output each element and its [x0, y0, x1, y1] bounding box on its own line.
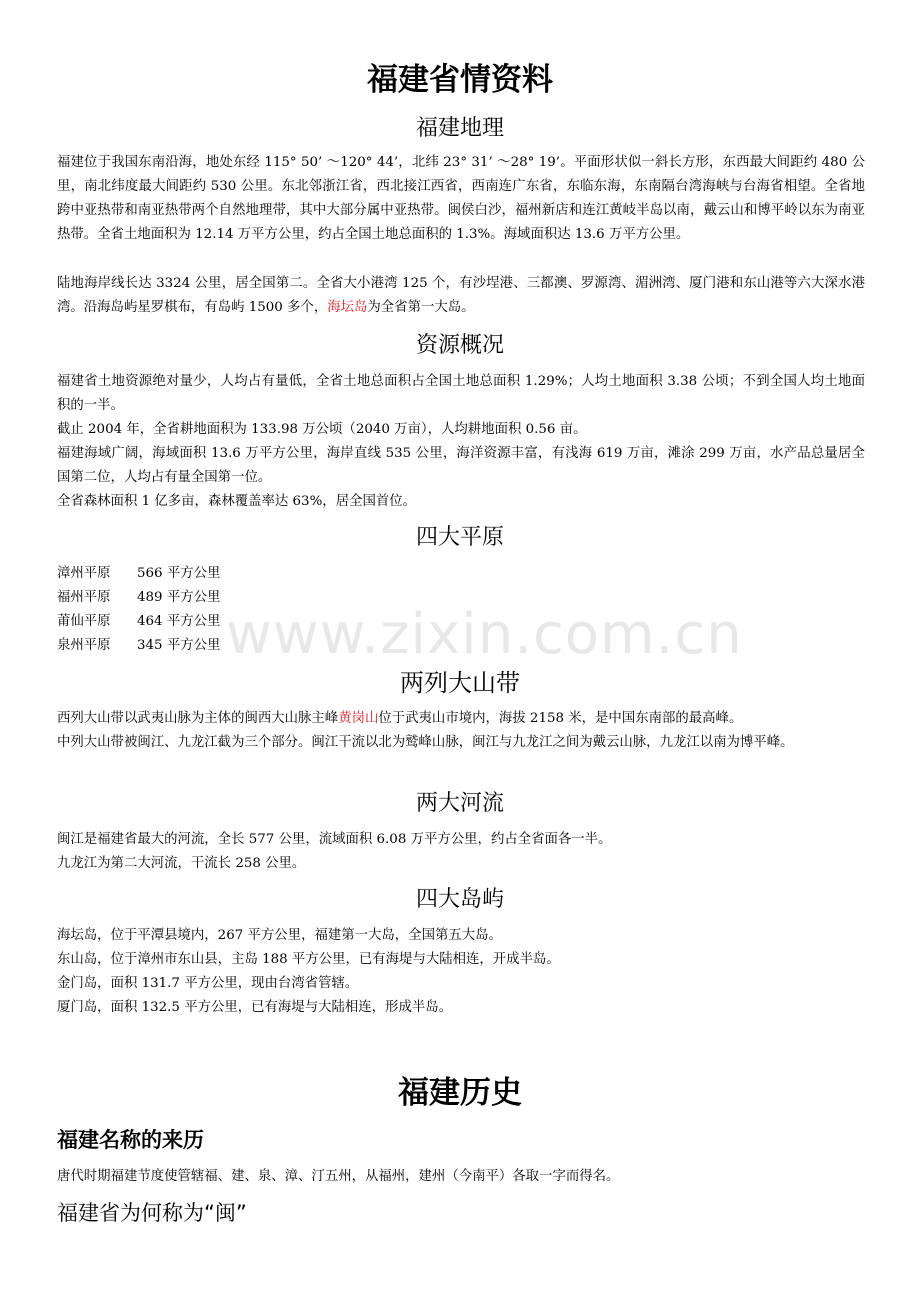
plain-name: 泉州平原: [57, 638, 111, 653]
document-title: 福建省情资料: [367, 62, 553, 98]
history-title: 福建历史: [398, 1075, 522, 1111]
paragraph-name-origin: 唐代时期福建节度使管辖福、建、泉、漳、汀五州，从福州，建州（今南平）各取一字而得名。: [57, 1169, 620, 1184]
paragraph-text: 为全省第一大岛。: [367, 300, 475, 315]
highlight-huanggang-mountain: 黄岗山: [338, 711, 379, 726]
heading-name-origin: 福建名称的来历: [57, 1128, 204, 1152]
plain-name: 莆仙平原: [57, 614, 111, 629]
heading-rivers: 两大河流: [415, 791, 504, 816]
paragraph-text: 位于武夷山市境内，海拔 2158 米，是中国东南部的最高峰。: [378, 711, 743, 726]
paragraph-resources-1: 福建省土地资源绝对量少，人均占有量低，全省土地总面积占全国土地总面积 1.29%；人均土地面积 3.38 公顷；不到全国人均土地面积的一半。: [57, 374, 865, 413]
watermark: www.zixin.com.cn: [226, 602, 743, 667]
paragraph-rivers-2: 九龙江为第二大河流，干流长 258 公里。: [57, 856, 306, 871]
paragraph-geography-1: [57, 151, 865, 247]
plain-row: [57, 634, 220, 658]
plain-row: [57, 586, 220, 610]
plain-row: [57, 610, 220, 634]
heading-plains: 四大平原: [415, 525, 504, 550]
plain-name: 漳州平原: [57, 566, 111, 581]
plain-area: 489 平方公里: [137, 590, 221, 605]
plain-area: 345 平方公里: [137, 638, 221, 653]
plain-row: [57, 562, 220, 586]
paragraph-text: 福建位于我国东南沿海，地处东经 115° 50’ ～120° 44’，北纬 23° 31’ ～28° 19’。平面形状似一斜长方形，东西最大间距约 480 公里，南北纬度最大间距约 530 公里。东北邻浙江省，西北接江西省，西南连广东省，东临东海，东南隔台湾海峡与台海省相望。全省地跨中亚热带和南亚热带两个自然地理带，其中大部分属中亚热带。闽侯白沙，福州新店和连江黄岐半岛以南，戴云山和博平岭以东为南亚热带。全省土地面积为 12.14 万平方公里，约占全国土地总面积的 1.3%。海域面积达 13.6 万平方公里。: [57, 155, 865, 242]
paragraph-mountains-2: 中列大山带被闽江、九龙江截为三个部分。闽江干流以北为鹫峰山脉，闽江与九龙江之间为戴云山脉，九龙江以南为博平峰。: [57, 735, 794, 750]
island-item: 东山岛，位于漳州市东山县，主岛 188 平方公里，已有海堤与大陆相连，开成半岛。: [57, 952, 560, 967]
heading-min-name: 福建省为何称为“闽”: [57, 1201, 247, 1225]
highlight-haitan-island: 海坛岛: [327, 300, 368, 315]
paragraph-resources-3: 福建海域广阔，海域面积 13.6 万平方公里，海岸直线 535 公里，海洋资源丰富，有浅海 619 万亩，滩涂 299 万亩，水产品总量居全国第二位，人均占有量全国第一位。: [57, 446, 865, 485]
plain-area: 464 平方公里: [137, 614, 221, 629]
paragraph-mountains-1: [57, 707, 865, 731]
island-item: 金门岛，面积 131.7 平方公里，现由台湾省管辖。: [57, 976, 359, 991]
plain-name: 福州平原: [57, 590, 111, 605]
plain-area: 566 平方公里: [137, 566, 221, 581]
heading-mountains: 两列大山带: [400, 669, 520, 697]
paragraph-rivers-1: 闽江是福建省最大的河流，全长 577 公里，流域面积 6.08 万平方公里，约占全省面各一半。: [57, 832, 612, 847]
island-item: 厦门岛，面积 132.5 平方公里，已有海堤与大陆相连，形成半岛。: [57, 1000, 453, 1015]
heading-geography: 福建地理: [415, 116, 504, 141]
paragraph-resources-2: 截止 2004 年，全省耕地面积为 133.98 万公顷（2040 万亩），人均耕地面积 0.56 亩。: [57, 422, 587, 437]
paragraph-geography-2: [57, 272, 865, 320]
paragraph-text: 陆地海岸线长达 3324 公里，居全国第二。全省大小港湾 125 个，有沙埕港、三都澳、罗源湾、湄洲湾、厦门港和东山港等六大深水港湾。沿海岛屿星罗棋布，有岛屿 1500 多个，: [57, 276, 865, 315]
heading-islands: 四大岛屿: [415, 887, 504, 912]
heading-resources: 资源概况: [415, 333, 504, 358]
paragraph-text: 西列大山带以武夷山脉为主体的闽西大山脉主峰: [57, 711, 339, 726]
paragraph-resources-4: 全省森林面积 1 亿多亩，森林覆盖率达 63%，居全国首位。: [57, 494, 417, 509]
island-item: 海坛岛，位于平潭县境内，267 平方公里，福建第一大岛，全国第五大岛。: [57, 928, 502, 943]
